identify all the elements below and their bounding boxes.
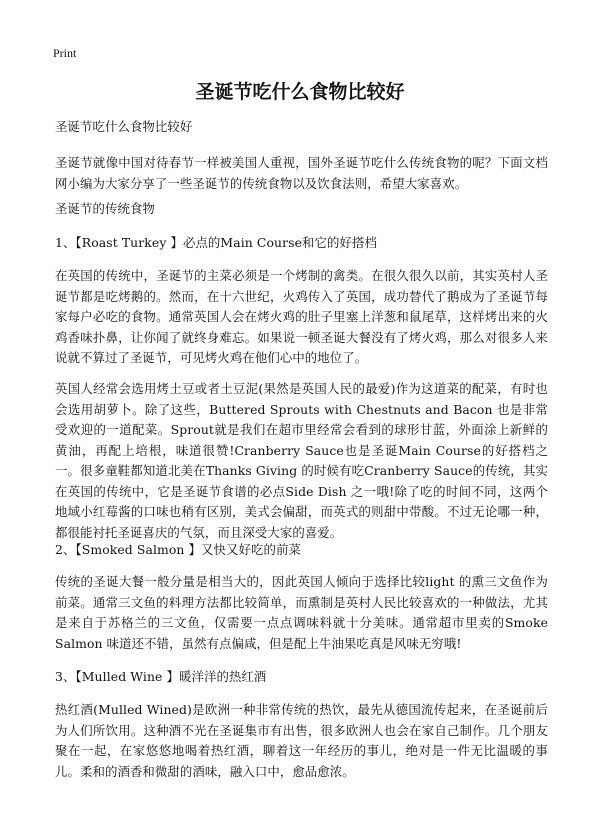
section-heading: 圣诞节的传统食物 [55, 201, 155, 216]
item1-heading: 1、【Roast Turkey 】必点的Main Course和它的好搭档 [55, 235, 377, 250]
intro-paragraph: 圣诞节就像中国对待春节一样被美国人重视，国外圣诞节吃什么传统食物的呢？下面文档网小编为大家分享了一些圣诞节的传统食物以及饮食法则，希望大家喜欢。 [55, 155, 548, 191]
page-title: 圣诞节吃什么食物比较好 [195, 81, 405, 103]
item1-paragraph-2: 英国人经常会选用烤土豆或者土豆泥(果然是英国人民的最爱)作为这道菜的配菜，有时也会选用胡萝卜。除了这些，Buttered Sprouts with Chestnuts and Bacon 也是非常受欢迎的一道配菜。Sprout就是我们在超市里经常会看到的球形甘蓝，外面涂上新鲜的黄油，再配上培根，味道很赞!Cranberry Sauce也是圣诞Main Course的好搭档之一。很多童鞋都知道北美在Thanks Giving 的时候有吃Cranberry Sauce的传统，其实在英国的传统中，它是圣诞节食谱的必点Side Dish 之一哦!除了吃的时间不同，这两个地域小红莓酱的口味也稍有区别，美式会偏甜，而英式的则甜中带酸。不过无论哪一种，都很能衬托圣诞喜庆的气氛，而且深受大家的喜爱。 [55, 381, 548, 540]
item1-paragraph-1: 在英国的传统中，圣诞节的主菜必须是一个烤制的禽类。在很久很久以前，其实英村人圣诞节都是吃烤鹅的。然而，在十六世纪，火鸡传入了英国，成功替代了鹅成为了圣诞节每家每户必吃的食物。通常英国人会在烤火鸡的肚子里塞上洋葱和鼠尾草，这样烤出来的火鸡香味扑鼻，让你闻了就终身难忘。如果说一顿圣诞大餐没有了烤火鸡，那么对很多人来说就不算过了圣诞节，可见烤火鸡在他们心中的地位了。 [55, 268, 548, 365]
item3-heading: 3、【Mulled Wine 】暖洋洋的热红酒 [55, 669, 267, 684]
print-link[interactable]: Print [53, 46, 77, 60]
item2-paragraph: 传统的圣诞大餐一般分量是相当大的，因此英国人倾向于选择比较light 的熏三文鱼作为前菜。通常三文鱼的料理方法都比较简单，而熏制是英村人民比较喜欢的一种做法，尤其是来自于苏格兰的三文鱼，仅需要一点点调味料就十分美味。通常超市里卖的Smoke Salmon 味道还不错，虽然有点偏咸，但是配上牛油果吃真是风味无穷哦! [55, 574, 548, 651]
subtitle: 圣诞节吃什么食物比较好 [55, 119, 193, 134]
item3-paragraph: 热红酒(Mulled Wined)是欧洲一种非常传统的热饮，最先从德国流传起来，在圣诞前后为人们所饮用。这种酒不光在圣诞集市有出售，很多欧洲人也会在家自己制作。几个朋友聚在一起，在家悠悠地喝着热红酒，聊着这一年经历的事儿，绝对是一件无比温暖的事儿。柔和的酒香和微甜的酒味，融入口中，愈品愈浓。 [55, 702, 548, 779]
item2-heading: 2、【Smoked Salmon 】又快又好吃的前菜 [55, 542, 301, 557]
